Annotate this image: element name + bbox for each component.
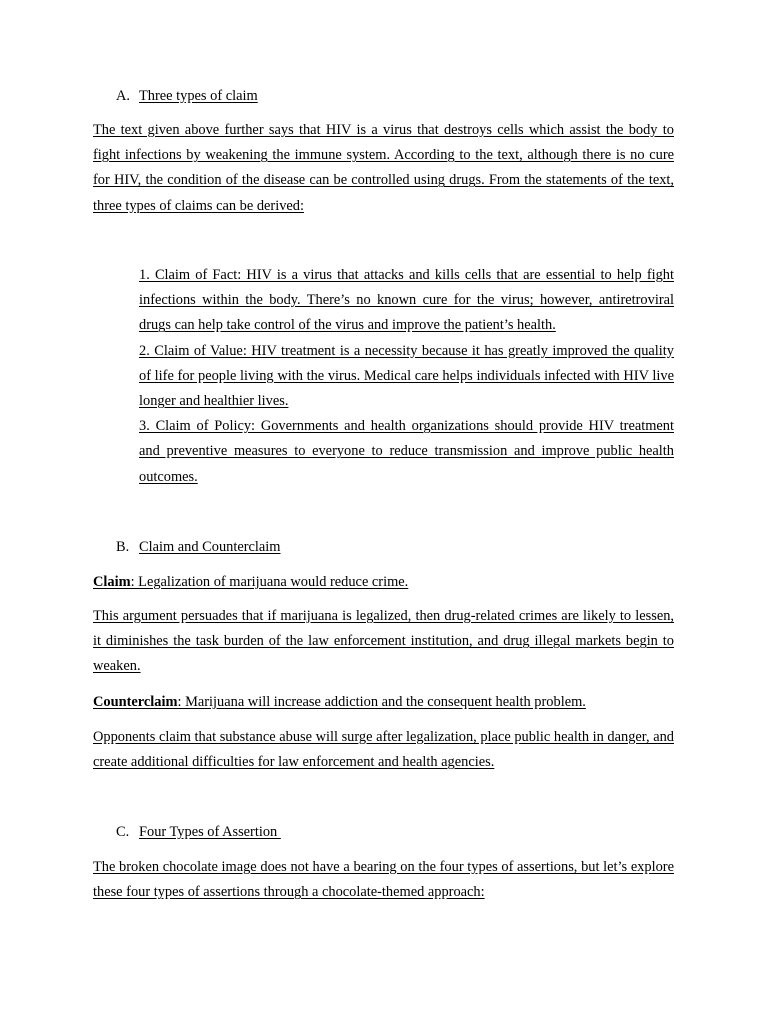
section-a-letter: A. [116, 88, 130, 104]
claim-label: Claim [93, 574, 131, 590]
claim-text: : Legalization of marijuana would reduce crime. [130, 574, 409, 590]
section-b-title: Claim and Counterclaim [139, 539, 281, 555]
section-b-letter: B. [116, 539, 130, 555]
section-a-heading [116, 84, 258, 109]
section-a-title: Three types of claim [139, 88, 258, 104]
claim-of-value: 2. Claim of Value: HIV treatment is a necessity because it has greatly improved the quality of life for people living with the virus. Medical care helps individuals infected with HIV live longer and healthier lives. [139, 342, 674, 410]
counterclaim-label: Counterclaim [93, 694, 178, 710]
claims-list [139, 263, 674, 490]
claim-line [93, 570, 674, 595]
counterclaim-line [93, 690, 674, 715]
section-c-title: Four Types of Assertion [139, 824, 281, 840]
section-c-heading [116, 820, 281, 845]
claim-paragraph: This argument persuades that if marijuana is legalized, then drug-related crimes are likely to lessen, it diminishes the task burden of the law enforcement institution, and drug illegal markets begin to weaken. [93, 608, 674, 675]
section-c-letter: C. [116, 824, 130, 840]
section-a-intro: The text given above further says that HIV is a virus that destroys cells which assist the body to fight infections by weakening the immune system. According to the text, although there is no cure for HIV, the condition of the disease can be controlled using drugs. From the statements of the text, three types of claims can be derived: [93, 122, 674, 214]
counterclaim-paragraph: Opponents claim that substance abuse will surge after legalization, place public health in danger, and create additional difficulties for law enforcement and health agencies. [93, 729, 674, 771]
section-b-heading [116, 535, 280, 560]
counterclaim-text: : Marijuana will increase addiction and the consequent health problem. [177, 694, 586, 710]
section-c-intro: The broken chocolate image does not have a bearing on the four types of assertions, but let’s explore these four types of assertions through a chocolate-themed approach: [93, 859, 674, 901]
claim-of-fact: 1. Claim of Fact: HIV is a virus that attacks and kills cells that are essential to help fight infections within the body. There’s no known cure for the virus; however, antiretroviral drugs can help take control of the virus and improve the patient’s health. [139, 267, 674, 334]
claim-of-policy: 3. Claim of Policy: Governments and health organizations should provide HIV treatment and preventive measures to everyone to reduce transmission and improve public health outcomes. [139, 418, 674, 485]
